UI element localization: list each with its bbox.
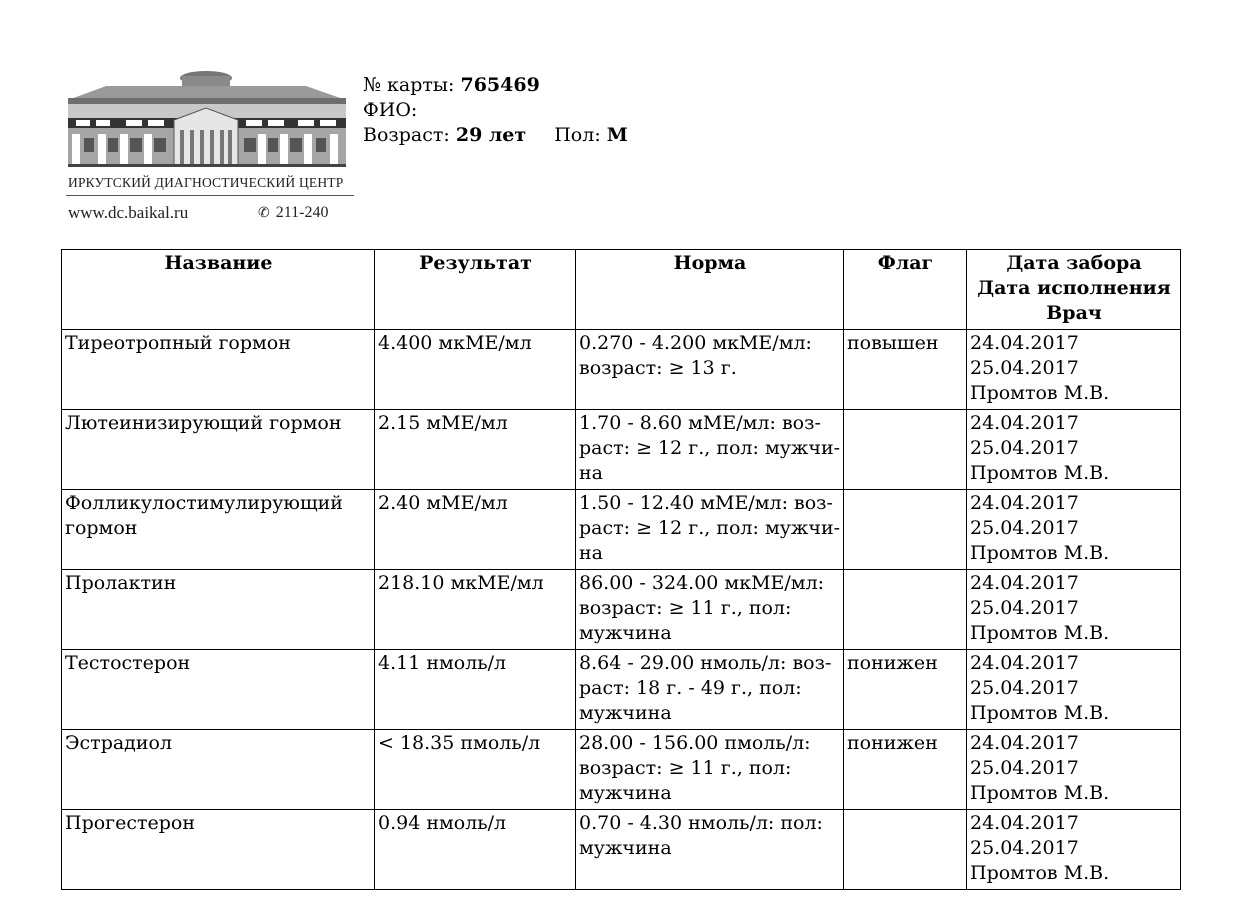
doctor-name: Промтов М.В.	[970, 702, 1110, 724]
sex-label: Пол:	[554, 124, 601, 146]
cell-flag	[844, 490, 967, 570]
card-number-line	[363, 73, 628, 98]
age-value: 29 лет	[455, 124, 527, 146]
cell-norm: 8.64 - 29.00 нмоль/л: возраст: 18 г. - 49 г., пол: мужчина	[576, 650, 844, 730]
cell-norm: 0.70 - 4.30 нмоль/л: пол: мужчина	[576, 810, 844, 890]
cell-flag	[844, 410, 967, 490]
cell-dates	[967, 330, 1181, 410]
clinic-phone	[258, 204, 328, 222]
doctor-name: Промтов М.В.	[970, 782, 1110, 804]
cell-test-name: Прогестерон	[62, 810, 375, 890]
cell-norm: 0.270 - 4.200 мкМЕ/мл: возраст: ≥ 13 г.	[576, 330, 844, 410]
cell-dates	[967, 730, 1181, 810]
header-dates	[967, 250, 1181, 330]
doctor-name: Промтов М.В.	[970, 462, 1110, 484]
cell-dates	[967, 650, 1181, 730]
cell-result: 0.94 нмоль/л	[375, 810, 576, 890]
age-label: Возраст:	[363, 124, 450, 146]
date-taken: 24.04.2017	[970, 492, 1079, 514]
table-row	[62, 570, 1181, 650]
cell-flag: понижен	[844, 650, 967, 730]
header-result: Результат	[375, 250, 576, 330]
doctor-name: Промтов М.В.	[970, 542, 1110, 564]
table-row	[62, 410, 1181, 490]
age-sex-line	[363, 123, 628, 148]
fio-label: ФИО:	[363, 99, 418, 121]
cell-result: < 18.35 пмоль/л	[375, 730, 576, 810]
header-name: Название	[62, 250, 375, 330]
cell-result: 4.11 нмоль/л	[375, 650, 576, 730]
card-number-label: № карты:	[363, 74, 455, 96]
results-table	[61, 249, 1181, 890]
date-taken: 24.04.2017	[970, 652, 1079, 674]
cell-flag	[844, 810, 967, 890]
table-row	[62, 330, 1181, 410]
table-row	[62, 810, 1181, 890]
card-number-value: 765469	[460, 74, 540, 96]
cell-dates	[967, 490, 1181, 570]
header-doctor: Врач	[1046, 302, 1102, 324]
table-header-row	[62, 250, 1181, 330]
cell-norm: 1.70 - 8.60 мМЕ/мл: возраст: ≥ 12 г., пол: мужчина	[576, 410, 844, 490]
header-norm: Норма	[576, 250, 844, 330]
cell-result: 4.400 мкМЕ/мл	[375, 330, 576, 410]
cell-result: 2.15 мМЕ/мл	[375, 410, 576, 490]
cell-result: 218.10 мкМЕ/мл	[375, 570, 576, 650]
cell-test-name: Эстрадиол	[62, 730, 375, 810]
clinic-website: www.dc.baikal.ru	[68, 203, 189, 222]
cell-flag: понижен	[844, 730, 967, 810]
header-date-taken: Дата забора	[1006, 252, 1142, 274]
building-emblem-icon	[66, 68, 356, 173]
table-row	[62, 490, 1181, 570]
cell-flag: повышен	[844, 330, 967, 410]
date-done: 25.04.2017	[970, 357, 1079, 379]
header-date-done: Дата исполнения	[977, 277, 1171, 299]
clinic-logo	[66, 68, 356, 230]
cell-dates	[967, 570, 1181, 650]
doctor-name: Промтов М.В.	[970, 622, 1110, 644]
patient-info	[363, 73, 628, 148]
doctor-name: Промтов М.В.	[970, 382, 1110, 404]
cell-norm: 28.00 - 156.00 пмоль/​л: возраст: ≥ 11 г., пол: мужчина	[576, 730, 844, 810]
table-body	[62, 330, 1181, 890]
date-done: 25.04.2017	[970, 837, 1079, 859]
date-taken: 24.04.2017	[970, 412, 1079, 434]
doctor-name: Промтов М.В.	[970, 862, 1110, 884]
cell-norm: 86.00 - 324.00 мкМЕ/мл: возраст: ≥ 11 г., пол: мужчина	[576, 570, 844, 650]
header-flag: Флаг	[844, 250, 967, 330]
cell-test-name: Лютеинизирующий гормон	[62, 410, 375, 490]
cell-result: 2.40 мМЕ/мл	[375, 490, 576, 570]
cell-test-name: Тестостерон	[62, 650, 375, 730]
phone-icon: ✆	[258, 206, 270, 221]
clinic-name: ИРКУТСКИЙ ДИАГНОСТИЧЕСКИЙ ЦЕНТР	[68, 175, 344, 190]
cell-flag	[844, 570, 967, 650]
date-taken: 24.04.2017	[970, 332, 1079, 354]
cell-test-name: Тиреотропный гормон	[62, 330, 375, 410]
date-taken: 24.04.2017	[970, 732, 1079, 754]
date-taken: 24.04.2017	[970, 572, 1079, 594]
fio-line	[363, 98, 628, 123]
date-done: 25.04.2017	[970, 437, 1079, 459]
table-row	[62, 650, 1181, 730]
cell-norm: 1.50 - 12.40 мМЕ/мл: возраст: ≥ 12 г., пол: мужчина	[576, 490, 844, 570]
table-row	[62, 730, 1181, 810]
date-done: 25.04.2017	[970, 597, 1079, 619]
date-done: 25.04.2017	[970, 757, 1079, 779]
cell-test-name: Фолликулостимулирующий гормон	[62, 490, 375, 570]
date-done: 25.04.2017	[970, 517, 1079, 539]
phone-number: 211-240	[275, 204, 329, 221]
date-taken: 24.04.2017	[970, 812, 1079, 834]
logo-divider	[66, 195, 354, 196]
sex-value: М	[606, 124, 628, 146]
cell-test-name: Пролактин	[62, 570, 375, 650]
cell-dates	[967, 810, 1181, 890]
cell-dates	[967, 410, 1181, 490]
date-done: 25.04.2017	[970, 677, 1079, 699]
